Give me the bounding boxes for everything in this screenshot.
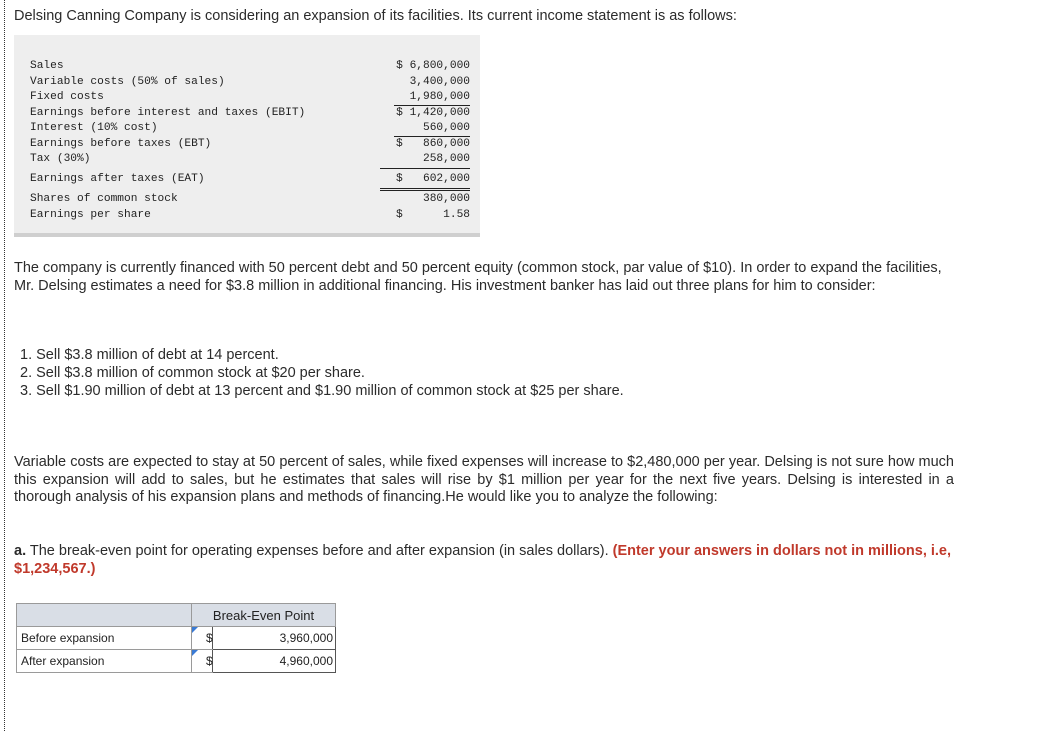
currency-cell — [192, 627, 213, 650]
income-row-label: Interest (10% cost) — [30, 122, 158, 134]
income-row-label: Earnings per share — [30, 208, 151, 221]
answer-marker-icon — [192, 650, 198, 656]
income-row-currency: $ — [396, 137, 403, 150]
income-row-label: Sales — [30, 60, 64, 72]
table-row — [17, 650, 336, 673]
question-instruction: (Enter your answers in dollars not in millions, i.e, $1,234,567.) — [14, 543, 952, 577]
income-row-value: 380,000 — [423, 193, 470, 205]
plan-item: 3. Sell $1.90 million of debt at 13 percent and $1.90 million of common stock at $25 per share. — [20, 383, 624, 399]
income-row-value: 1,980,000 — [409, 91, 470, 103]
financing-paragraph: The company is currently financed with 50 percent debt and 50 percent equity (common stock, par value of $10). In order to expand the facilities, Mr. Delsing estimates a need for $3.8 million in additional financing. His investment banker has laid out three plans for him to consider: — [14, 260, 942, 294]
answer-marker-icon — [192, 627, 198, 633]
income-row — [30, 192, 470, 207]
income-row-label: Shares of common stock — [30, 193, 178, 205]
income-statement — [14, 35, 480, 237]
break-even-header: Break-Even Point — [192, 604, 336, 627]
currency-symbol: $ — [206, 631, 213, 645]
income-row — [30, 137, 470, 152]
table-row — [17, 627, 336, 650]
question-letter: a. — [14, 543, 27, 559]
currency-symbol: $ — [206, 654, 213, 668]
income-row-label: Fixed costs — [30, 91, 104, 103]
income-row — [30, 208, 470, 223]
intro-text: Delsing Canning Company is considering an expansion of its facilities. Its current income statement is as follows: — [14, 8, 737, 24]
subtotal-underline — [380, 168, 470, 169]
income-row-value: 602,000 — [423, 172, 470, 185]
income-row-label: Earnings before taxes (EBT) — [30, 137, 212, 150]
total-underline — [380, 188, 470, 189]
income-row-label: Earnings before interest and taxes (EBIT) — [30, 106, 306, 119]
income-row-value: 560,000 — [423, 122, 470, 134]
income-row-value: 1.58 — [443, 208, 470, 221]
financing-plans-list — [20, 346, 624, 400]
income-row-value: $ 1,420,000 — [396, 106, 470, 119]
header-blank-cell — [17, 604, 192, 627]
income-row-label: Tax (30%) — [30, 153, 91, 165]
plan-item: 1. Sell $3.8 million of debt at 14 percent. — [20, 347, 279, 363]
income-row-value: 258,000 — [423, 153, 470, 165]
total-double-underline — [380, 190, 470, 191]
income-row-value: $ 6,800,000 — [396, 60, 470, 72]
question-a — [14, 543, 954, 578]
income-row-currency: $ — [396, 172, 403, 185]
question-text: The break-even point for operating expenses before and after expansion (in sales dollars). — [26, 543, 613, 559]
currency-cell — [192, 650, 213, 673]
income-row — [30, 75, 470, 90]
left-dotted-border — [4, 0, 5, 731]
after-expansion-answer-field[interactable]: 4,960,000 — [213, 650, 336, 673]
break-even-table — [16, 603, 336, 673]
before-expansion-label: Before expansion — [17, 627, 192, 650]
income-row — [30, 90, 470, 105]
income-row — [30, 152, 470, 167]
income-row — [30, 121, 470, 136]
income-row-label: Earnings after taxes (EAT) — [30, 172, 205, 185]
income-row-currency: $ — [396, 208, 403, 221]
income-row-value: 3,400,000 — [409, 75, 470, 88]
income-row — [30, 59, 470, 74]
before-expansion-answer-field[interactable]: 3,960,000 — [213, 627, 336, 650]
variable-costs-paragraph: Variable costs are expected to stay at 50 percent of sales, while fixed expenses will increase to $2,480,000 per year. Delsing is not sure how much this expansion will add to sales, but he estimates that sales will rise by $1 million per year for the next five years. Delsing is interested in a thorough analysis of his expansion plans and methods of financing.He would like you to analyze the following: — [14, 454, 954, 505]
table-header-row — [17, 604, 336, 627]
after-expansion-label: After expansion — [17, 650, 192, 673]
income-row — [30, 172, 470, 187]
income-row-label: Variable costs (50% of sales) — [30, 75, 225, 88]
plan-item: 2. Sell $3.8 million of common stock at $20 per share. — [20, 365, 365, 381]
income-row-value: 860,000 — [423, 137, 470, 150]
income-row — [30, 106, 470, 121]
